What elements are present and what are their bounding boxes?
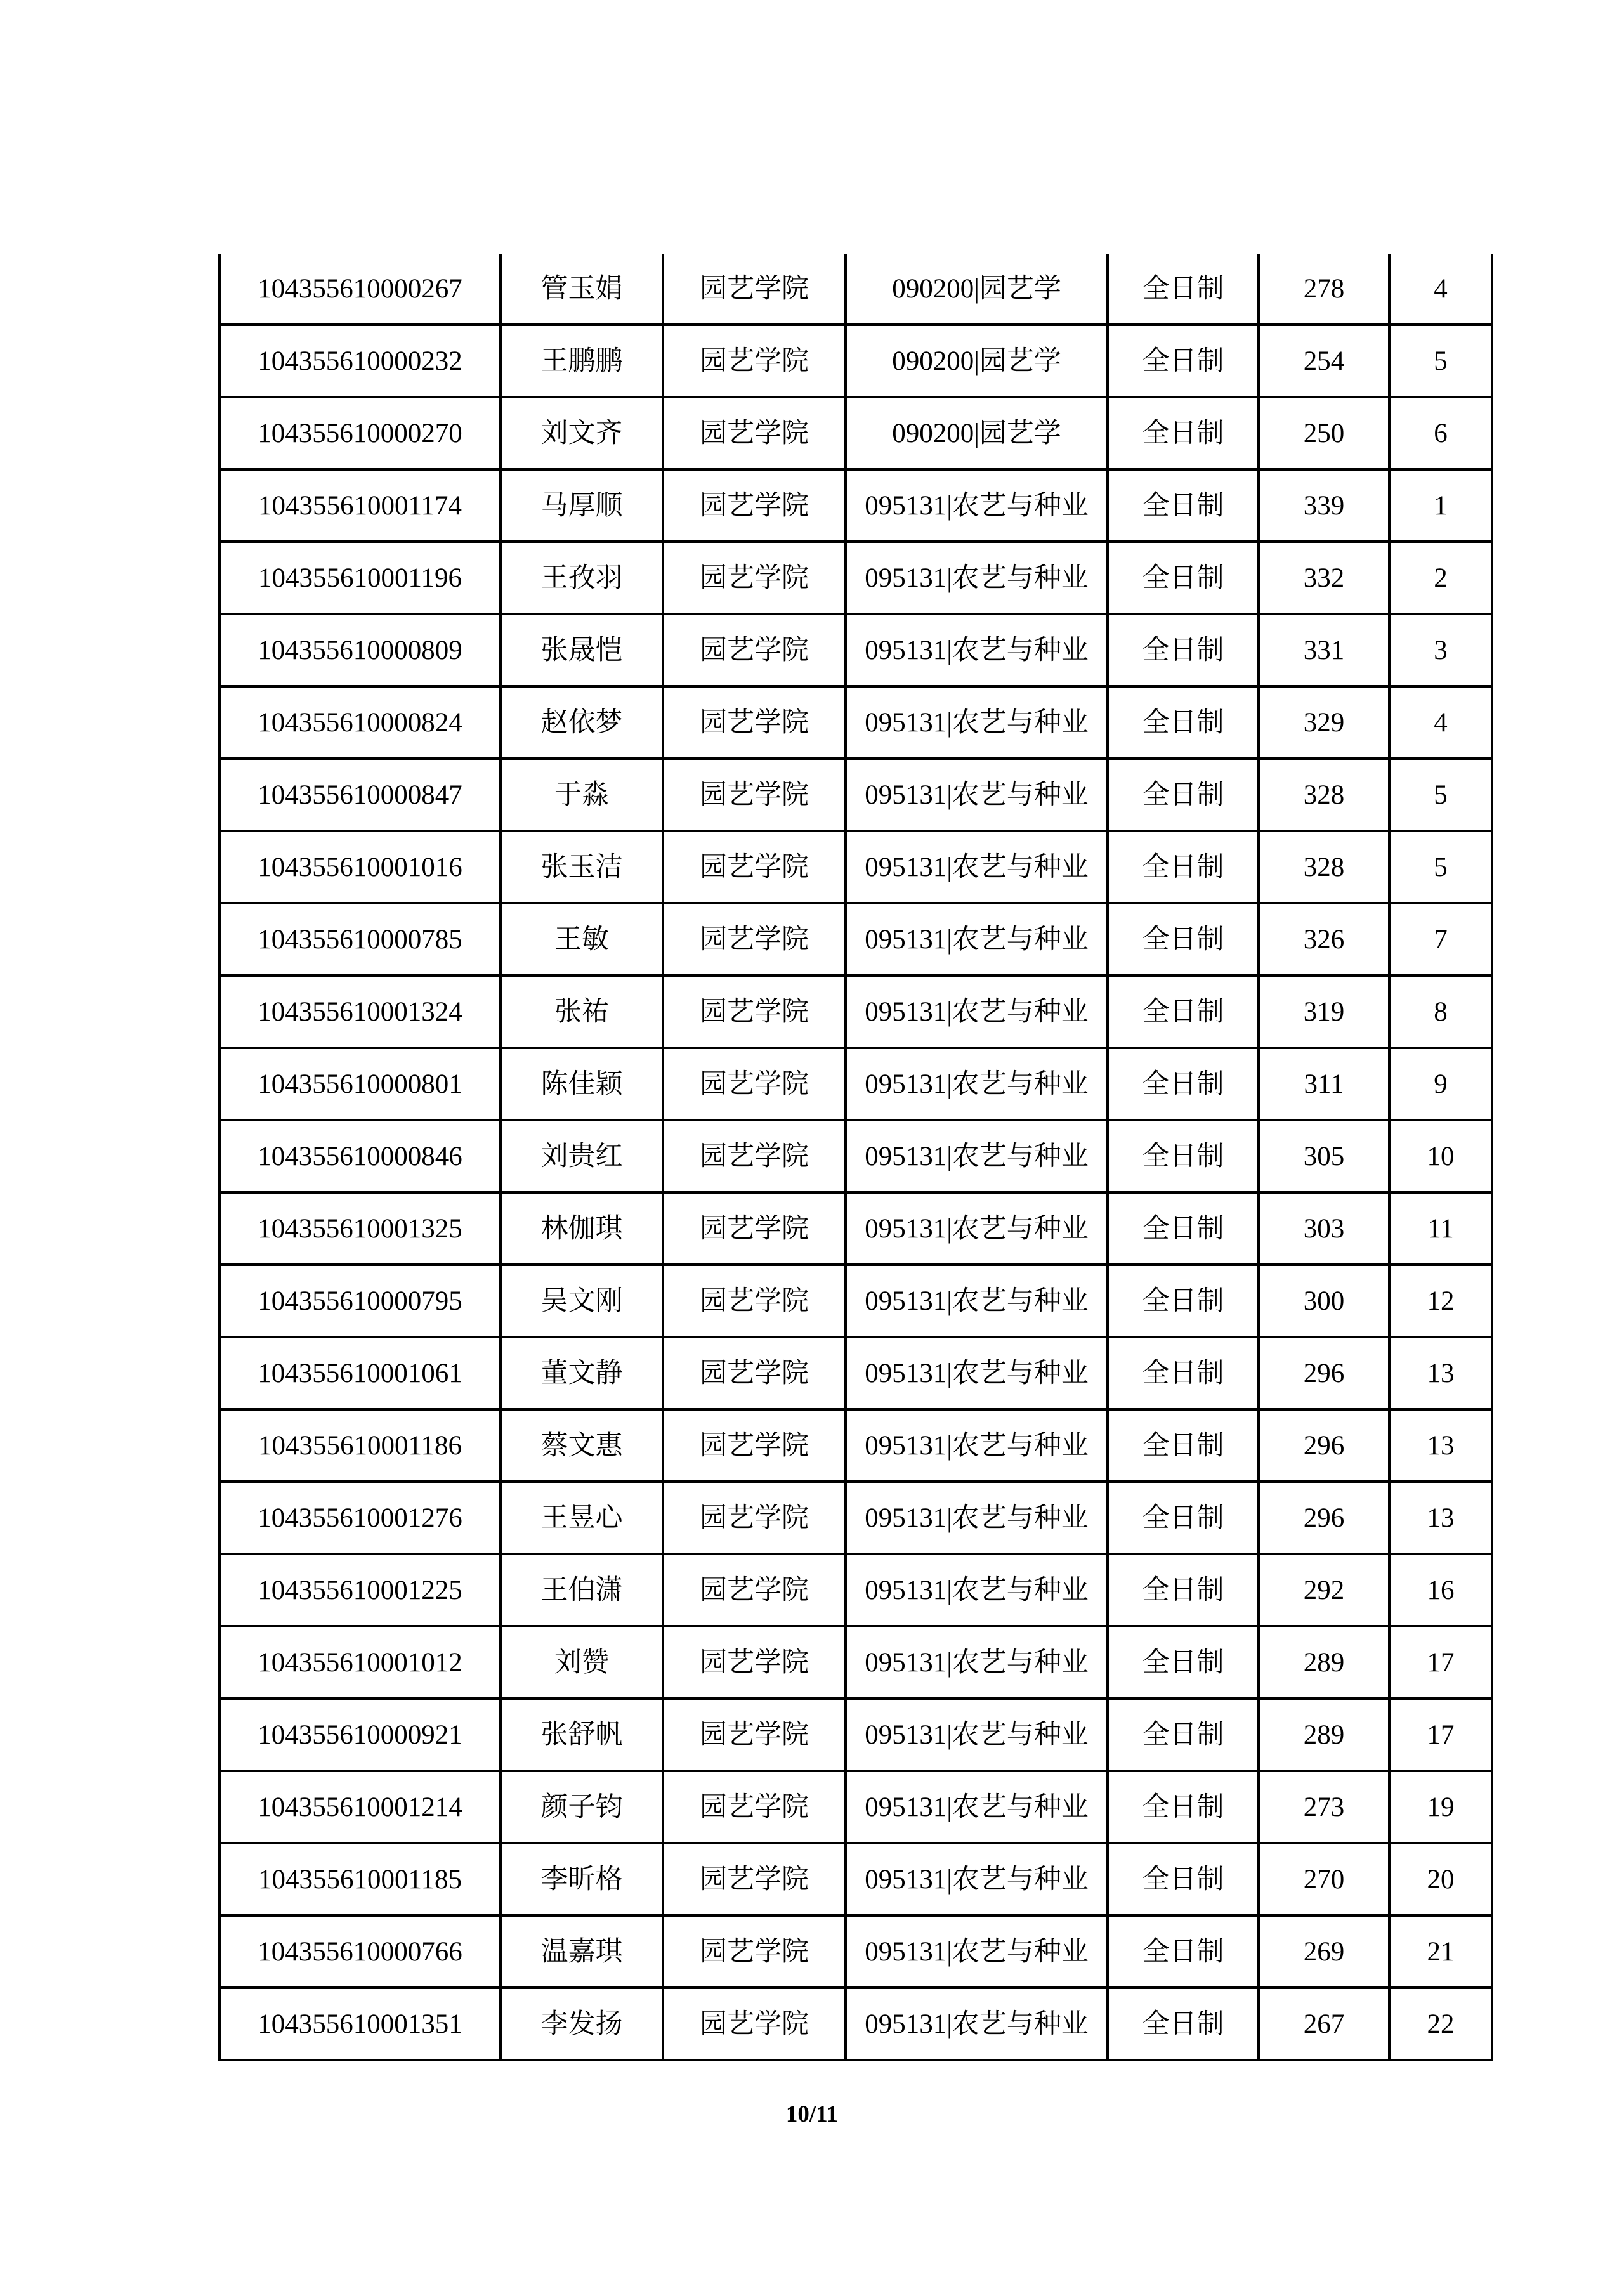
name-cell: 王敏 bbox=[501, 903, 663, 975]
name-cell: 董文静 bbox=[501, 1337, 663, 1409]
name-cell: 管玉娟 bbox=[501, 254, 663, 325]
score-cell: 296 bbox=[1259, 1409, 1389, 1482]
study-mode-cell: 全日制 bbox=[1108, 325, 1259, 397]
rank-cell: 13 bbox=[1389, 1409, 1492, 1482]
candidate-id-cell: 104355610001016 bbox=[219, 831, 501, 903]
rank-cell: 22 bbox=[1389, 1988, 1492, 2060]
candidate-id-cell: 104355610000795 bbox=[219, 1265, 501, 1337]
name-cell: 吴文刚 bbox=[501, 1265, 663, 1337]
score-cell: 289 bbox=[1259, 1626, 1389, 1699]
score-cell: 319 bbox=[1259, 975, 1389, 1048]
score-cell: 269 bbox=[1259, 1915, 1389, 1988]
candidate-id-cell: 104355610001225 bbox=[219, 1554, 501, 1626]
study-mode-cell: 全日制 bbox=[1108, 831, 1259, 903]
rank-cell: 5 bbox=[1389, 759, 1492, 831]
name-cell: 颜子钧 bbox=[501, 1771, 663, 1843]
rank-cell: 7 bbox=[1389, 903, 1492, 975]
major-cell: 095131|农艺与种业 bbox=[846, 1192, 1108, 1265]
admission-list-table bbox=[218, 254, 1493, 2061]
major-cell: 095131|农艺与种业 bbox=[846, 1699, 1108, 1771]
study-mode-cell: 全日制 bbox=[1108, 1048, 1259, 1120]
major-cell: 095131|农艺与种业 bbox=[846, 469, 1108, 542]
study-mode-cell: 全日制 bbox=[1108, 903, 1259, 975]
major-cell: 095131|农艺与种业 bbox=[846, 1771, 1108, 1843]
study-mode-cell: 全日制 bbox=[1108, 1120, 1259, 1192]
rank-cell: 3 bbox=[1389, 614, 1492, 686]
rank-cell: 8 bbox=[1389, 975, 1492, 1048]
college-cell: 园艺学院 bbox=[663, 1843, 846, 1915]
candidate-id-cell: 104355610001325 bbox=[219, 1192, 501, 1265]
name-cell: 赵依梦 bbox=[501, 686, 663, 759]
table-row bbox=[219, 397, 1492, 469]
major-cell: 095131|农艺与种业 bbox=[846, 975, 1108, 1048]
college-cell: 园艺学院 bbox=[663, 1120, 846, 1192]
rank-cell: 11 bbox=[1389, 1192, 1492, 1265]
name-cell: 陈佳颖 bbox=[501, 1048, 663, 1120]
table-row bbox=[219, 1192, 1492, 1265]
college-cell: 园艺学院 bbox=[663, 614, 846, 686]
name-cell: 王伯潇 bbox=[501, 1554, 663, 1626]
rank-cell: 9 bbox=[1389, 1048, 1492, 1120]
table-row bbox=[219, 903, 1492, 975]
candidate-id-cell: 104355610001196 bbox=[219, 542, 501, 614]
study-mode-cell: 全日制 bbox=[1108, 614, 1259, 686]
college-cell: 园艺学院 bbox=[663, 254, 846, 325]
rank-cell: 17 bbox=[1389, 1699, 1492, 1771]
score-cell: 311 bbox=[1259, 1048, 1389, 1120]
table-row bbox=[219, 1771, 1492, 1843]
name-cell: 张舒帆 bbox=[501, 1699, 663, 1771]
rank-cell: 5 bbox=[1389, 831, 1492, 903]
candidate-id-cell: 104355610001214 bbox=[219, 1771, 501, 1843]
major-cell: 095131|农艺与种业 bbox=[846, 759, 1108, 831]
major-cell: 095131|农艺与种业 bbox=[846, 1265, 1108, 1337]
study-mode-cell: 全日制 bbox=[1108, 975, 1259, 1048]
candidate-id-cell: 104355610000270 bbox=[219, 397, 501, 469]
college-cell: 园艺学院 bbox=[663, 686, 846, 759]
candidate-id-cell: 104355610000267 bbox=[219, 254, 501, 325]
study-mode-cell: 全日制 bbox=[1108, 1337, 1259, 1409]
study-mode-cell: 全日制 bbox=[1108, 397, 1259, 469]
candidate-id-cell: 104355610000847 bbox=[219, 759, 501, 831]
name-cell: 刘文齐 bbox=[501, 397, 663, 469]
study-mode-cell: 全日制 bbox=[1108, 686, 1259, 759]
rank-cell: 10 bbox=[1389, 1120, 1492, 1192]
page-number: 10/11 bbox=[785, 2101, 839, 2127]
score-cell: 296 bbox=[1259, 1482, 1389, 1554]
major-cell: 095131|农艺与种业 bbox=[846, 1626, 1108, 1699]
college-cell: 园艺学院 bbox=[663, 1192, 846, 1265]
major-cell: 095131|农艺与种业 bbox=[846, 686, 1108, 759]
study-mode-cell: 全日制 bbox=[1108, 1554, 1259, 1626]
name-cell: 王鹏鹏 bbox=[501, 325, 663, 397]
rank-cell: 20 bbox=[1389, 1843, 1492, 1915]
rank-cell: 4 bbox=[1389, 254, 1492, 325]
major-cell: 095131|农艺与种业 bbox=[846, 831, 1108, 903]
name-cell: 张玉洁 bbox=[501, 831, 663, 903]
college-cell: 园艺学院 bbox=[663, 1337, 846, 1409]
college-cell: 园艺学院 bbox=[663, 759, 846, 831]
rank-cell: 5 bbox=[1389, 325, 1492, 397]
score-cell: 300 bbox=[1259, 1265, 1389, 1337]
candidate-id-cell: 104355610001012 bbox=[219, 1626, 501, 1699]
candidate-id-cell: 104355610000824 bbox=[219, 686, 501, 759]
study-mode-cell: 全日制 bbox=[1108, 1988, 1259, 2060]
college-cell: 园艺学院 bbox=[663, 1699, 846, 1771]
score-cell: 270 bbox=[1259, 1843, 1389, 1915]
candidate-id-cell: 104355610001324 bbox=[219, 975, 501, 1048]
name-cell: 李昕格 bbox=[501, 1843, 663, 1915]
college-cell: 园艺学院 bbox=[663, 903, 846, 975]
rank-cell: 4 bbox=[1389, 686, 1492, 759]
candidate-id-cell: 104355610000785 bbox=[219, 903, 501, 975]
college-cell: 园艺学院 bbox=[663, 325, 846, 397]
score-cell: 329 bbox=[1259, 686, 1389, 759]
table-row bbox=[219, 1120, 1492, 1192]
score-cell: 289 bbox=[1259, 1699, 1389, 1771]
score-cell: 331 bbox=[1259, 614, 1389, 686]
name-cell: 于淼 bbox=[501, 759, 663, 831]
college-cell: 园艺学院 bbox=[663, 1915, 846, 1988]
table-row bbox=[219, 1337, 1492, 1409]
candidate-id-cell: 104355610001351 bbox=[219, 1988, 501, 2060]
rank-cell: 13 bbox=[1389, 1337, 1492, 1409]
candidate-id-cell: 104355610000232 bbox=[219, 325, 501, 397]
table-row bbox=[219, 1626, 1492, 1699]
college-cell: 园艺学院 bbox=[663, 1048, 846, 1120]
rank-cell: 6 bbox=[1389, 397, 1492, 469]
major-cell: 095131|农艺与种业 bbox=[846, 1988, 1108, 2060]
name-cell: 刘赞 bbox=[501, 1626, 663, 1699]
rank-cell: 1 bbox=[1389, 469, 1492, 542]
table-row bbox=[219, 1409, 1492, 1482]
name-cell: 温嘉琪 bbox=[501, 1915, 663, 1988]
study-mode-cell: 全日制 bbox=[1108, 1915, 1259, 1988]
candidate-id-cell: 104355610000801 bbox=[219, 1048, 501, 1120]
college-cell: 园艺学院 bbox=[663, 1554, 846, 1626]
name-cell: 张晟恺 bbox=[501, 614, 663, 686]
table-body bbox=[219, 254, 1492, 2060]
rank-cell: 17 bbox=[1389, 1626, 1492, 1699]
score-cell: 326 bbox=[1259, 903, 1389, 975]
college-cell: 园艺学院 bbox=[663, 1482, 846, 1554]
major-cell: 095131|农艺与种业 bbox=[846, 1554, 1108, 1626]
table-row bbox=[219, 1265, 1492, 1337]
rank-cell: 13 bbox=[1389, 1482, 1492, 1554]
score-cell: 332 bbox=[1259, 542, 1389, 614]
score-cell: 303 bbox=[1259, 1192, 1389, 1265]
rank-cell: 19 bbox=[1389, 1771, 1492, 1843]
study-mode-cell: 全日制 bbox=[1108, 1265, 1259, 1337]
score-cell: 273 bbox=[1259, 1771, 1389, 1843]
major-cell: 090200|园艺学 bbox=[846, 254, 1108, 325]
name-cell: 王昱心 bbox=[501, 1482, 663, 1554]
college-cell: 园艺学院 bbox=[663, 1626, 846, 1699]
table-row bbox=[219, 831, 1492, 903]
table-row bbox=[219, 686, 1492, 759]
study-mode-cell: 全日制 bbox=[1108, 1771, 1259, 1843]
major-cell: 095131|农艺与种业 bbox=[846, 903, 1108, 975]
table-row bbox=[219, 469, 1492, 542]
score-cell: 292 bbox=[1259, 1554, 1389, 1626]
study-mode-cell: 全日制 bbox=[1108, 1482, 1259, 1554]
major-cell: 095131|农艺与种业 bbox=[846, 614, 1108, 686]
college-cell: 园艺学院 bbox=[663, 397, 846, 469]
major-cell: 095131|农艺与种业 bbox=[846, 1482, 1108, 1554]
candidate-id-cell: 104355610001174 bbox=[219, 469, 501, 542]
candidate-id-cell: 104355610001061 bbox=[219, 1337, 501, 1409]
name-cell: 林伽琪 bbox=[501, 1192, 663, 1265]
college-cell: 园艺学院 bbox=[663, 1771, 846, 1843]
score-cell: 250 bbox=[1259, 397, 1389, 469]
table-row bbox=[219, 542, 1492, 614]
table-row bbox=[219, 325, 1492, 397]
major-cell: 095131|农艺与种业 bbox=[846, 1915, 1108, 1988]
rank-cell: 12 bbox=[1389, 1265, 1492, 1337]
score-cell: 254 bbox=[1259, 325, 1389, 397]
college-cell: 园艺学院 bbox=[663, 975, 846, 1048]
candidate-id-cell: 104355610001276 bbox=[219, 1482, 501, 1554]
study-mode-cell: 全日制 bbox=[1108, 1409, 1259, 1482]
rank-cell: 21 bbox=[1389, 1915, 1492, 1988]
study-mode-cell: 全日制 bbox=[1108, 469, 1259, 542]
table-row bbox=[219, 1988, 1492, 2060]
major-cell: 095131|农艺与种业 bbox=[846, 1337, 1108, 1409]
table-row bbox=[219, 1843, 1492, 1915]
college-cell: 园艺学院 bbox=[663, 542, 846, 614]
college-cell: 园艺学院 bbox=[663, 831, 846, 903]
table-row bbox=[219, 1554, 1492, 1626]
study-mode-cell: 全日制 bbox=[1108, 542, 1259, 614]
table-row bbox=[219, 254, 1492, 325]
score-cell: 267 bbox=[1259, 1988, 1389, 2060]
college-cell: 园艺学院 bbox=[663, 469, 846, 542]
table-row bbox=[219, 1915, 1492, 1988]
score-cell: 296 bbox=[1259, 1337, 1389, 1409]
candidate-id-cell: 104355610000921 bbox=[219, 1699, 501, 1771]
score-cell: 305 bbox=[1259, 1120, 1389, 1192]
name-cell: 刘贵红 bbox=[501, 1120, 663, 1192]
table-row bbox=[219, 614, 1492, 686]
score-cell: 328 bbox=[1259, 759, 1389, 831]
major-cell: 095131|农艺与种业 bbox=[846, 1843, 1108, 1915]
major-cell: 095131|农艺与种业 bbox=[846, 1409, 1108, 1482]
college-cell: 园艺学院 bbox=[663, 1409, 846, 1482]
name-cell: 蔡文惠 bbox=[501, 1409, 663, 1482]
candidate-id-cell: 104355610000809 bbox=[219, 614, 501, 686]
college-cell: 园艺学院 bbox=[663, 1988, 846, 2060]
table-row bbox=[219, 1699, 1492, 1771]
table-row bbox=[219, 1482, 1492, 1554]
table-row bbox=[219, 975, 1492, 1048]
rank-cell: 2 bbox=[1389, 542, 1492, 614]
study-mode-cell: 全日制 bbox=[1108, 254, 1259, 325]
study-mode-cell: 全日制 bbox=[1108, 1626, 1259, 1699]
candidate-id-cell: 104355610001185 bbox=[219, 1843, 501, 1915]
study-mode-cell: 全日制 bbox=[1108, 759, 1259, 831]
table-row bbox=[219, 1048, 1492, 1120]
score-cell: 339 bbox=[1259, 469, 1389, 542]
table-row bbox=[219, 759, 1492, 831]
candidate-id-cell: 104355610000766 bbox=[219, 1915, 501, 1988]
major-cell: 095131|农艺与种业 bbox=[846, 1120, 1108, 1192]
name-cell: 张祐 bbox=[501, 975, 663, 1048]
rank-cell: 16 bbox=[1389, 1554, 1492, 1626]
candidate-id-cell: 104355610001186 bbox=[219, 1409, 501, 1482]
major-cell: 090200|园艺学 bbox=[846, 325, 1108, 397]
major-cell: 090200|园艺学 bbox=[846, 397, 1108, 469]
study-mode-cell: 全日制 bbox=[1108, 1843, 1259, 1915]
score-cell: 328 bbox=[1259, 831, 1389, 903]
study-mode-cell: 全日制 bbox=[1108, 1192, 1259, 1265]
major-cell: 095131|农艺与种业 bbox=[846, 542, 1108, 614]
major-cell: 095131|农艺与种业 bbox=[846, 1048, 1108, 1120]
name-cell: 王孜羽 bbox=[501, 542, 663, 614]
study-mode-cell: 全日制 bbox=[1108, 1699, 1259, 1771]
college-cell: 园艺学院 bbox=[663, 1265, 846, 1337]
candidate-id-cell: 104355610000846 bbox=[219, 1120, 501, 1192]
name-cell: 马厚顺 bbox=[501, 469, 663, 542]
score-cell: 278 bbox=[1259, 254, 1389, 325]
name-cell: 李发扬 bbox=[501, 1988, 663, 2060]
